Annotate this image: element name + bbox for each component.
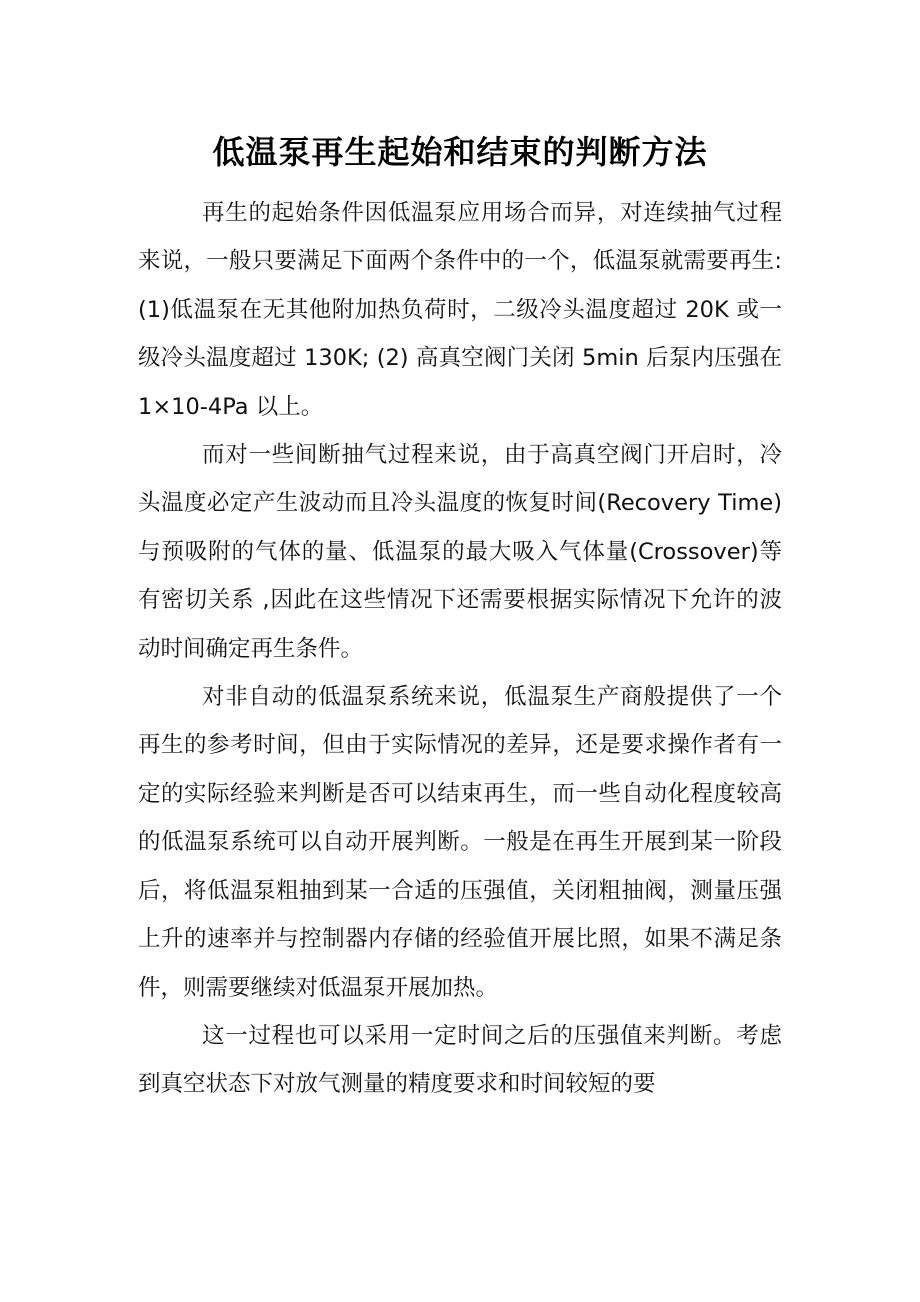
document-title: 低温泵再生起始和结束的判断方法 (212, 133, 708, 171)
paragraph-regeneration-end-judgement: 对非自动的低温泵系统来说，低温泵生产商般提供了一个再生的参考时间，但由于实际情况的差异，还是要求操作者有一定的实际经验来判断是否可以结束再生，而一些自动化程度较高的低温泵系统可以自动开展判断。一般是在再生开展到某一阶段后，将低温泵粗抽到某一合适的压强值，关闭粗抽阀，测量压强上升的速率并与控制器内存储的经验值开展比照，如果不满足条件，则需要继续对低温泵开展加热。 (138, 684, 782, 1001)
paragraph-regeneration-start-conditions: 再生的起始条件因低温泵应用场合而异，对连续抽气过程来说，一般只要满足下面两个条件中的一个，低温泵就需要再生:(1)低温泵在无其他附加热负荷时，二级冷头温度超过 20K 或一级冷头温度超过 130K; (2) 高真空阀门关闭 5min 后泵内压强在 1×10-4Pa 以上。 (138, 200, 782, 420)
document-body (138, 189, 782, 1109)
paragraph-pressure-judgement: 这一过程也可以采用一定时间之后的压强值来判断。考虑到真空状态下对放气测量的精度要求和时间较短的要 (138, 1022, 782, 1098)
paragraph-intermittent-pumping: 而对一些间断抽气过程来说，由于高真空阀门开启时，冷头温度必定产生波动而且冷头温度的恢复时间(Recovery Time) 与预吸附的气体的量、低温泵的最大吸入气体量(Crossover)等有密切关系 ,因此在这些情况下还需要根据实际情况下允许的波动时间确定再生条件。 (138, 442, 782, 662)
